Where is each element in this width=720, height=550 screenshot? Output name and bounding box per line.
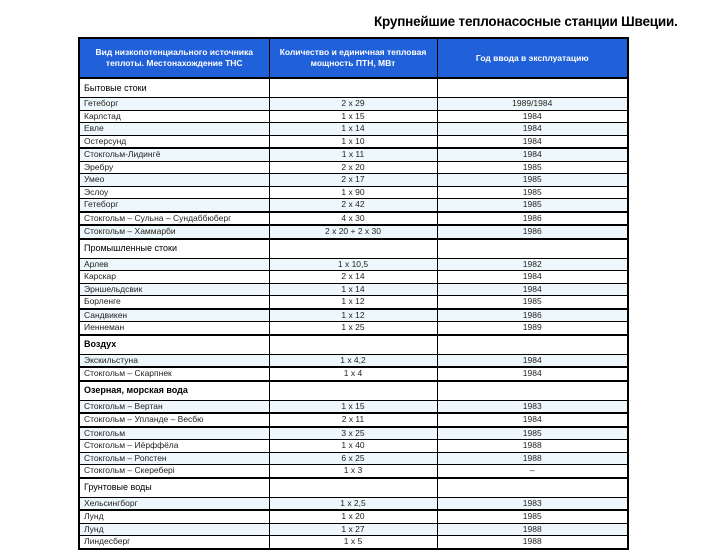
- table-row: [79, 199, 628, 212]
- year-cell: 1985: [437, 427, 628, 440]
- table-row: [79, 400, 628, 413]
- table-row: [79, 354, 628, 367]
- year-cell: 1988: [437, 440, 628, 453]
- capacity-cell: 2 x 20: [269, 161, 437, 174]
- table-row: [79, 135, 628, 148]
- heat-pump-stations-table: [78, 37, 629, 550]
- location-cell: Карскар: [79, 271, 269, 284]
- location-cell: Стокгольм: [79, 427, 269, 440]
- capacity-cell: 1 x 10: [269, 135, 437, 148]
- location-cell: Стокгольм – Иёрффёла: [79, 440, 269, 453]
- category-empty-cell: [437, 239, 628, 259]
- table-row: [79, 98, 628, 111]
- category-row: [79, 381, 628, 401]
- category-empty-cell: [269, 381, 437, 401]
- header-source-location: Вид низкопотенциального источника теплоты. Местонахождение ТНС: [79, 38, 269, 78]
- location-cell: Лунд: [79, 523, 269, 536]
- location-cell: Стокгольм – Скеребері: [79, 465, 269, 478]
- location-cell: Линдесберг: [79, 536, 269, 549]
- location-cell: Евле: [79, 123, 269, 136]
- table-row: [79, 186, 628, 199]
- year-cell: 1984: [437, 283, 628, 296]
- capacity-cell: 1 x 20: [269, 510, 437, 523]
- location-cell: Хельсингборг: [79, 497, 269, 510]
- category-empty-cell: [437, 335, 628, 355]
- table-row: [79, 367, 628, 381]
- capacity-cell: 2 x 17: [269, 174, 437, 187]
- year-cell: 1985: [437, 174, 628, 187]
- capacity-cell: 1 x 5: [269, 536, 437, 549]
- capacity-cell: 2 x 29: [269, 98, 437, 111]
- location-cell: Умео: [79, 174, 269, 187]
- capacity-cell: 4 x 30: [269, 212, 437, 226]
- capacity-cell: 1 x 11: [269, 148, 437, 161]
- location-cell: Сандвикен: [79, 309, 269, 322]
- table-row: [79, 465, 628, 478]
- table-row: [79, 283, 628, 296]
- category-empty-cell: [269, 335, 437, 355]
- category-empty-cell: [437, 478, 628, 498]
- header-year: Год ввода в эксплуатацию: [437, 38, 628, 78]
- year-cell: 1988: [437, 452, 628, 465]
- table-row: [79, 427, 628, 440]
- year-cell: 1984: [437, 148, 628, 161]
- table-row: [79, 510, 628, 523]
- capacity-cell: 2 x 11: [269, 413, 437, 427]
- category-label: Промышленные стоки: [79, 239, 269, 259]
- location-cell: Эребру: [79, 161, 269, 174]
- capacity-cell: 1 x 2,5: [269, 497, 437, 510]
- year-cell: 1985: [437, 199, 628, 212]
- table-row: [79, 225, 628, 239]
- year-cell: 1989: [437, 322, 628, 335]
- table-row: [79, 148, 628, 161]
- location-cell: Иеннеман: [79, 322, 269, 335]
- location-cell: Стокгольм – Скарпнек: [79, 367, 269, 381]
- location-cell: Остерсунд: [79, 135, 269, 148]
- year-cell: 1984: [437, 413, 628, 427]
- category-empty-cell: [437, 78, 628, 98]
- capacity-cell: 1 x 27: [269, 523, 437, 536]
- category-row: [79, 239, 628, 259]
- year-cell: 1988: [437, 523, 628, 536]
- category-empty-cell: [269, 239, 437, 259]
- capacity-cell: 3 x 25: [269, 427, 437, 440]
- year-cell: 1985: [437, 296, 628, 309]
- category-row: [79, 478, 628, 498]
- capacity-cell: 1 x 25: [269, 322, 437, 335]
- year-cell: 1983: [437, 400, 628, 413]
- year-cell: 1985: [437, 161, 628, 174]
- header-capacity: Количество и единичная тепловая мощность ПТН, МВт: [269, 38, 437, 78]
- year-cell: –: [437, 465, 628, 478]
- capacity-cell: 2 x 14: [269, 271, 437, 284]
- table-row: [79, 161, 628, 174]
- category-label: Озерная, морская вода: [79, 381, 269, 401]
- location-cell: Арлев: [79, 258, 269, 271]
- table-row: [79, 296, 628, 309]
- table-row: [79, 271, 628, 284]
- location-cell: Эрншельдсвик: [79, 283, 269, 296]
- location-cell: Стокгольм – Хаммарби: [79, 225, 269, 239]
- capacity-cell: 1 x 10,5: [269, 258, 437, 271]
- location-cell: Эслоу: [79, 186, 269, 199]
- capacity-cell: 1 x 12: [269, 309, 437, 322]
- location-cell: Стокгольм – Вертан: [79, 400, 269, 413]
- location-cell: Стокгольм – Сульна – Сундаббюберг: [79, 212, 269, 226]
- capacity-cell: 2 x 42: [269, 199, 437, 212]
- capacity-cell: 1 x 14: [269, 123, 437, 136]
- table-row: [79, 452, 628, 465]
- table-row: [79, 309, 628, 322]
- capacity-cell: 1 x 4,2: [269, 354, 437, 367]
- category-label: Грунтовые воды: [79, 478, 269, 498]
- year-cell: 1985: [437, 510, 628, 523]
- year-cell: 1985: [437, 186, 628, 199]
- year-cell: 1984: [437, 354, 628, 367]
- location-cell: Стокгольм – Упланде – Весбю: [79, 413, 269, 427]
- capacity-cell: 1 x 14: [269, 283, 437, 296]
- year-cell: 1984: [437, 110, 628, 123]
- location-cell: Стокгольм-Лидингё: [79, 148, 269, 161]
- category-empty-cell: [437, 381, 628, 401]
- location-cell: Борленге: [79, 296, 269, 309]
- table-row: [79, 440, 628, 453]
- table-row: [79, 110, 628, 123]
- table-row: [79, 523, 628, 536]
- year-cell: 1982: [437, 258, 628, 271]
- table-row: [79, 212, 628, 226]
- header-row: [79, 38, 628, 78]
- location-cell: Гетеборг: [79, 199, 269, 212]
- category-empty-cell: [269, 78, 437, 98]
- year-cell: 1983: [437, 497, 628, 510]
- table-row: [79, 258, 628, 271]
- location-cell: Карлстад: [79, 110, 269, 123]
- capacity-cell: 1 x 12: [269, 296, 437, 309]
- table-row: [79, 413, 628, 427]
- capacity-cell: 1 x 15: [269, 110, 437, 123]
- year-cell: 1984: [437, 367, 628, 381]
- category-label: Воздух: [79, 335, 269, 355]
- table-row: [79, 174, 628, 187]
- capacity-cell: 1 x 90: [269, 186, 437, 199]
- table-row: [79, 536, 628, 549]
- category-label: Бытовые стоки: [79, 78, 269, 98]
- capacity-cell: 1 x 4: [269, 367, 437, 381]
- year-cell: 1988: [437, 536, 628, 549]
- category-row: [79, 335, 628, 355]
- table-row: [79, 123, 628, 136]
- category-empty-cell: [269, 478, 437, 498]
- year-cell: 1984: [437, 135, 628, 148]
- year-cell: 1986: [437, 212, 628, 226]
- capacity-cell: 1 x 3: [269, 465, 437, 478]
- page-title: Крупнейшие теплонасосные станции Швеции.: [374, 14, 678, 29]
- table-body: [79, 78, 628, 549]
- year-cell: 1984: [437, 271, 628, 284]
- year-cell: 1986: [437, 225, 628, 239]
- capacity-cell: 2 x 20 + 2 x 30: [269, 225, 437, 239]
- year-cell: 1989/1984: [437, 98, 628, 111]
- year-cell: 1986: [437, 309, 628, 322]
- table-row: [79, 497, 628, 510]
- capacity-cell: 1 x 40: [269, 440, 437, 453]
- location-cell: Стокгольм – Ропстен: [79, 452, 269, 465]
- capacity-cell: 6 x 25: [269, 452, 437, 465]
- category-row: [79, 78, 628, 98]
- location-cell: Гетеборг: [79, 98, 269, 111]
- table-row: [79, 322, 628, 335]
- capacity-cell: 1 x 15: [269, 400, 437, 413]
- location-cell: Экскильстуна: [79, 354, 269, 367]
- location-cell: Лунд: [79, 510, 269, 523]
- year-cell: 1984: [437, 123, 628, 136]
